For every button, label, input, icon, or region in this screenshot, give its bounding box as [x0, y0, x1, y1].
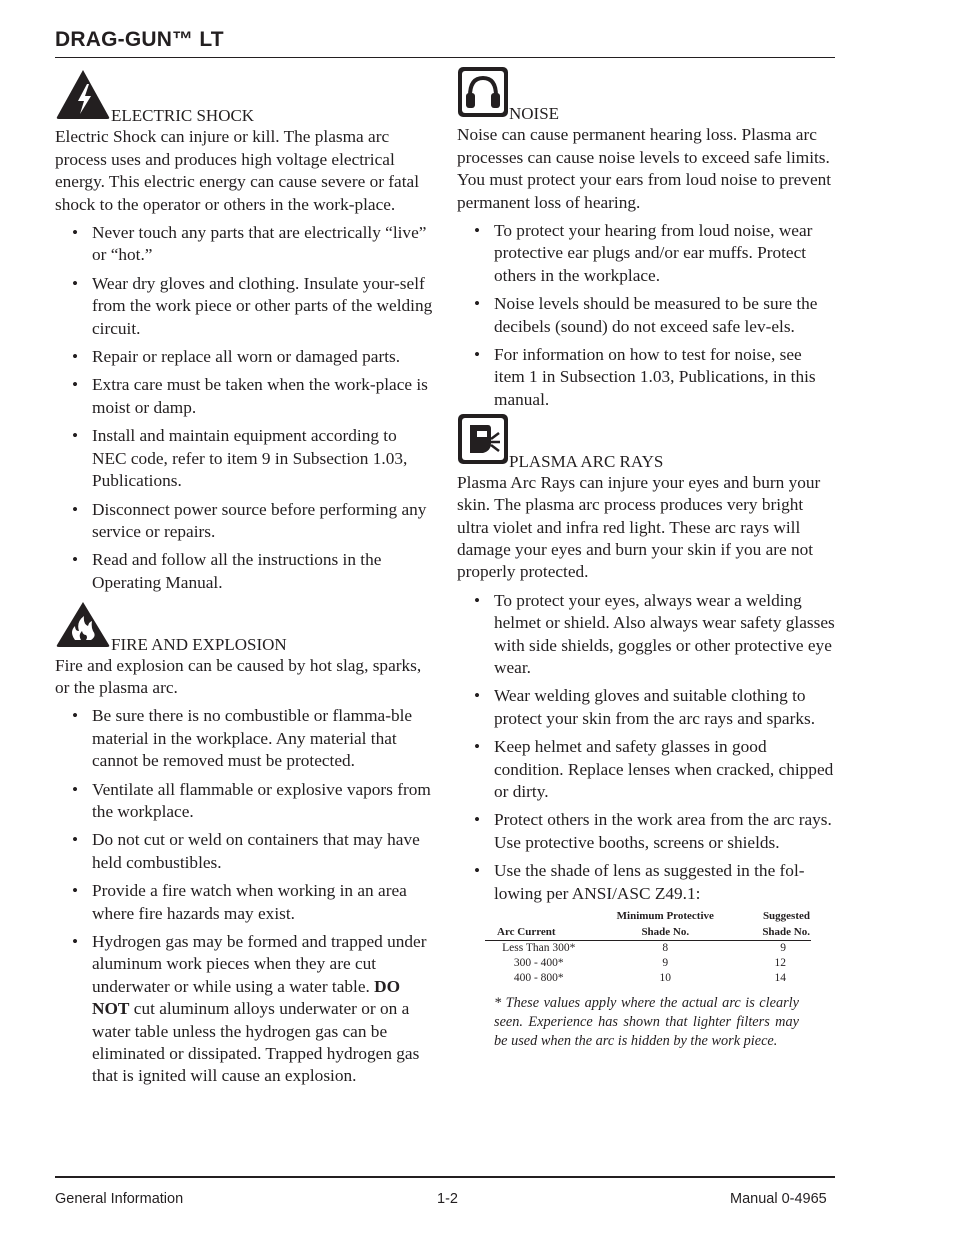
plasma-arc-rays-list — [457, 590, 835, 905]
table-header-suggested-line1: Suggested — [762, 910, 810, 922]
footer-rule — [55, 1176, 835, 1178]
noise-intro: Noise can cause permanent hearing loss. Plasma arc processes can cause noise levels to exceed safe limits. You must protect your ears from loud noise to prevent permanent loss of hearing. — [457, 125, 832, 212]
table-cell: 400 - 800* — [513, 972, 564, 984]
do-not-emphasis: DO NOT — [92, 976, 401, 1019]
list-item: • Provide a fire watch when working in an area where fire hazards may exist. — [55, 880, 433, 925]
footer-manual-number: Manual 0-4965 — [730, 1191, 827, 1207]
table-cell: 9 — [662, 957, 669, 969]
fire-explosion-title: FIRE AND EXPLOSION — [111, 634, 287, 654]
electric-shock-list — [55, 222, 433, 594]
list-item: • Ventilate all flammable or explosive vapors from the workplace. — [55, 779, 433, 824]
lens-shade-table — [485, 908, 811, 986]
list-item: • Wear welding gloves and suitable clothing to protect your skin from the arc rays and sparks. — [457, 685, 835, 730]
list-item: • For information on how to test for noise, see item 1 in Subsection 1.03, Publications, in this manual. — [457, 344, 835, 411]
list-item: • Never touch any parts that are electrically “live” or “hot.” — [55, 222, 433, 267]
table-row — [485, 956, 811, 971]
fire-explosion-list — [55, 705, 433, 1088]
noise-heading — [457, 66, 835, 124]
list-item: • Noise levels should be measured to be sure the decibels (sound) do not exceed safe lev-els. — [457, 293, 835, 338]
table-header-min-shade-line2: Shade No. — [592, 924, 738, 941]
noise-title: NOISE — [509, 104, 560, 124]
electric-shock-intro: Electric Shock can injure or kill. The plasma arc process uses and produces high voltage electrical energy. This electric energy can cause severe or fatal shock to the operator or others in the work-place. — [55, 127, 420, 214]
table-cell: 300 - 400* — [513, 957, 564, 969]
fire-warning-icon — [55, 600, 111, 654]
plasma-arc-rays-title: PLASMA ARC RAYS — [509, 451, 664, 471]
footer-page-number: 1-2 — [437, 1191, 458, 1207]
list-item — [55, 931, 433, 1088]
list-item: • Disconnect power source before performing any service or repairs. — [55, 499, 433, 544]
right-column — [457, 66, 835, 1051]
table-cell: Less Than 300* — [502, 942, 576, 954]
list-item: • Protect others in the work area from the arc rays. Use protective booths, screens or shields. — [457, 809, 835, 854]
list-item: • Be sure there is no combustible or flamma-ble material in the workplace. Any material that cannot be removed must be protected. — [55, 705, 433, 772]
table-cell: 10 — [659, 972, 672, 984]
table-header-min-shade-line1: Minimum Protective — [616, 910, 714, 922]
list-item: • To protect your hearing from loud noise, wear protective ear plugs and/or ear muffs. Protect others in the workplace. — [457, 220, 835, 287]
table-header-suggested-line2: Shade No. — [738, 924, 811, 941]
electric-shock-heading — [55, 68, 433, 126]
table-header-arc-current: Arc Current — [485, 924, 592, 941]
electric-shock-warning-icon — [55, 68, 111, 126]
plasma-arc-rays-intro: Plasma Arc Rays can injure your eyes and burn your skin. The plasma arc process produces very bright ultra violet and infra red light. These arc rays will damage your eyes and burn your skin if you are not properly protected. — [457, 472, 821, 582]
plasma-arc-rays-heading — [457, 413, 835, 471]
table-footnote: * These values apply where the actual arc is clearly seen. Experience has shown that lighter filters may be used when the arc is hidden by the work piece. — [494, 995, 799, 1049]
left-column — [55, 68, 433, 1094]
header-rule — [55, 57, 835, 58]
ear-protection-icon — [457, 66, 509, 124]
list-item: • Repair or replace all worn or damaged parts. — [55, 346, 433, 368]
list-item: • To protect your eyes, always wear a welding helmet or shield. Also always wear safety glasses with side shields, goggles or other protective eye wear. — [457, 590, 835, 680]
fire-explosion-intro: Fire and explosion can be caused by hot slag, sparks, or the plasma arc. — [55, 655, 422, 697]
hydrogen-text-a: Hydrogen gas may be formed and trapped under aluminum work pieces when they are cut underwater or while using a water table. — [92, 932, 427, 996]
list-item: • Use the shade of lens as suggested in the fol-lowing per ANSI/ASC Z49.1: — [457, 860, 835, 905]
list-item: • Install and maintain equipment according to NEC code, refer to item 9 in Subsection 1.03, Publications. — [55, 425, 433, 492]
document-title: DRAG-GUN™ LT — [55, 28, 224, 51]
electric-shock-title: ELECTRIC SHOCK — [111, 106, 255, 126]
table-row — [485, 971, 811, 986]
fire-explosion-heading — [55, 600, 433, 654]
noise-list — [457, 220, 835, 411]
table-cell: 12 — [774, 957, 786, 969]
list-item: • Wear dry gloves and clothing. Insulate your-self from the work piece or other parts of the welding circuit. — [55, 273, 433, 340]
hydrogen-text-b: cut aluminum alloys underwater or on a water table unless the hydrogen gas can be eliminated or dissipated. Trapped hydrogen gas that is ignited will cause an explosion. — [92, 999, 420, 1086]
footer-section-name: General Information — [55, 1191, 184, 1207]
list-item: • Read and follow all the instructions in the Operating Manual. — [55, 549, 433, 594]
eye-protection-icon — [457, 413, 509, 471]
table-row — [485, 941, 811, 957]
table-cell: 14 — [774, 972, 786, 984]
list-item: • Keep helmet and safety glasses in good condition. Replace lenses when cracked, chipped or dirty. — [457, 736, 835, 803]
list-item: • Do not cut or weld on containers that may have held combustibles. — [55, 829, 433, 874]
list-item: • Extra care must be taken when the work-place is moist or damp. — [55, 374, 433, 419]
table-cell: 9 — [780, 942, 786, 954]
table-cell: 8 — [662, 942, 669, 954]
